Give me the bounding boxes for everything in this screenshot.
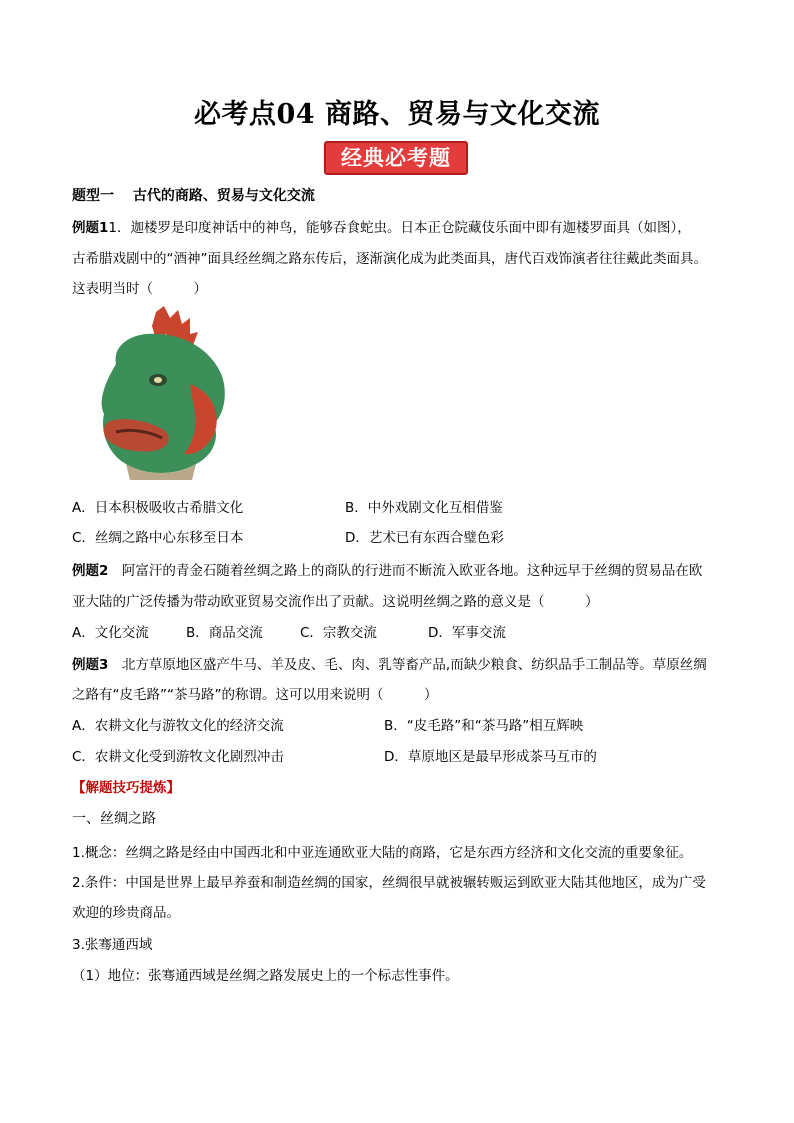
page-title: 必考点04 商路、贸易与文化交流 [194, 99, 600, 130]
tips-line-4: 3.张骞通西域 [72, 937, 153, 953]
tips-line-5: （1）地位：张骞通西域是丝绸之路发展史上的一个标志性事件。 [72, 968, 459, 984]
ex1-line-1: 例题11．迦楼罗是印度神话中的神鸟，能够吞食蛇虫。日本正仓院藏伎乐面中即有迦楼罗面具（如图）， [72, 220, 691, 236]
ex1-option-b[interactable]: B．中外戏剧文化互相借鉴 [345, 500, 503, 516]
ex1-option-c[interactable]: C．丝绸之路中心东移至日本 [72, 530, 244, 546]
question-type-label: 题型一 [72, 188, 114, 204]
ex3-label: 例题3 [72, 657, 109, 673]
tips-line-2: 2.条件：中国是世界上最早养蚕和制造丝绸的国家，丝绸很早就被辗转贩运到欧亚大陆其他地区，成为广受 [72, 875, 706, 891]
question-type-text: 古代的商路、贸易与文化交流 [132, 188, 315, 204]
question-type-heading [72, 186, 315, 206]
ex2-line-1: 例题2 阿富汗的青金石随着丝绸之路上的商队的行进而不断流入欧亚各地。这种远早于丝绸的贸易品在欧 [72, 563, 703, 579]
ex3-option-b[interactable]: B．“皮毛路”和“茶马路”相互辉映 [384, 718, 584, 734]
ex3-option-a[interactable]: A．农耕文化与游牧文化的经济交流 [72, 718, 284, 734]
tips-line-3: 欢迎的珍贵商品。 [72, 905, 180, 921]
ex1-line-2: 古希腊戏剧中的“酒神”面具经丝绸之路东传后，逐渐演化成为此类面具，唐代百戏饰演者往往戴此类面具。 [72, 251, 707, 267]
ex3-line-2: 之路有“皮毛路”“茶马路”的称谓。这可以用来说明（ ） [72, 687, 438, 703]
ex3-option-d[interactable]: D．草原地区是最早形成茶马互市的 [384, 749, 597, 765]
ex2-option-c[interactable]: C．宗教交流 [300, 625, 377, 641]
ex2-option-b[interactable]: B．商品交流 [186, 625, 263, 641]
ex1-line-3: 这表明当时（ ） [72, 281, 207, 297]
tips-line-1: 1.概念：丝绸之路是经由中国西北和中亚连通欧亚大陆的商路，它是东西方经济和文化交流的重要象征。 [72, 845, 693, 861]
ex2-label: 例题2 [72, 563, 109, 579]
ex2-line-2: 亚大陆的广泛传播为带动欧亚贸易交流作出了贡献。这说明丝绸之路的意义是（ ） [72, 594, 599, 610]
ex2-option-d[interactable]: D．军事交流 [428, 625, 506, 641]
ex1-option-d[interactable]: D．艺术已有东西合璧色彩 [345, 530, 504, 546]
ex3-line-1: 例题3 北方草原地区盛产牛马、羊及皮、毛、肉、乳等畜产品,而缺少粮食、纺织品手工制品等。草原丝绸 [72, 657, 707, 673]
ex1-option-a[interactable]: A．日本积极吸收古希腊文化 [72, 500, 244, 516]
tips-heading: 【解题技巧提炼】 [72, 780, 180, 796]
garuda-mask-image [86, 304, 236, 484]
ex1-label: 例题1 [72, 220, 109, 236]
section-badge: 经典必考题 [324, 141, 468, 175]
ex3-option-c[interactable]: C．农耕文化受到游牧文化剧烈冲击 [72, 749, 284, 765]
ex2-option-a[interactable]: A．文化交流 [72, 625, 149, 641]
tips-subheading: 一、丝绸之路 [72, 811, 156, 827]
